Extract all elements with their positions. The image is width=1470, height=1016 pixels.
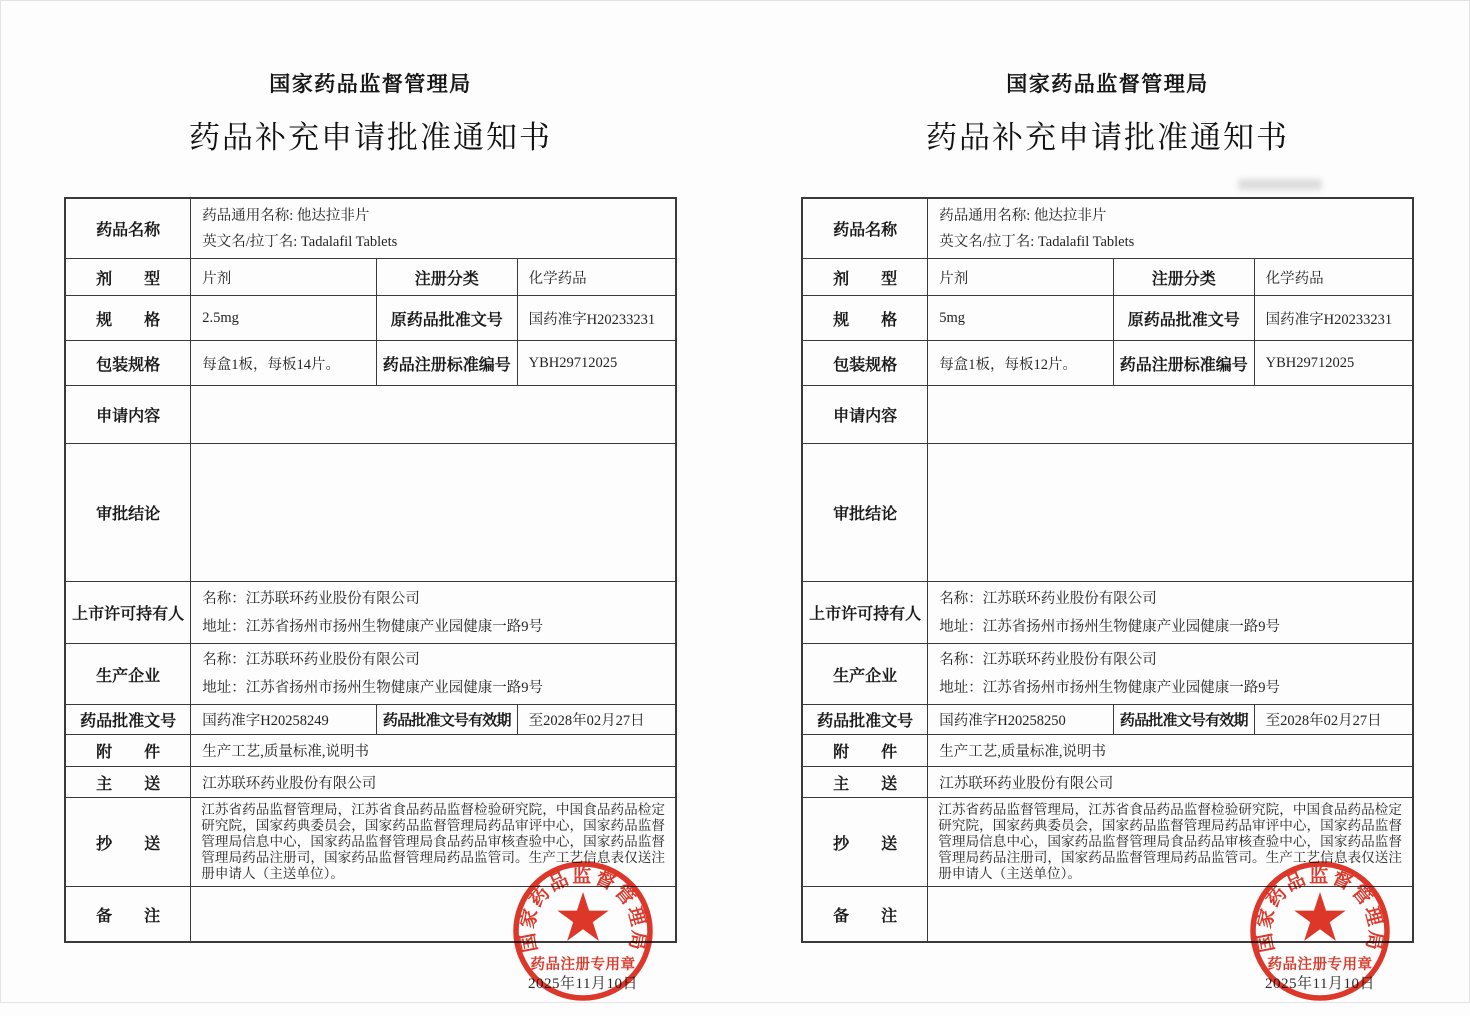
table-row-manufacturer xyxy=(66,643,675,704)
field-value: 化学药品 xyxy=(1254,259,1412,295)
field-value xyxy=(927,199,1412,258)
field-value: 化学药品 xyxy=(517,259,675,295)
field-value: 2.5mg xyxy=(190,296,376,340)
cc-recipients: 江苏省药品监督管理局，江苏省食品药品监督检验研究院，中国食品药品检定研究院，国家药典委员会，国家药品监督管理局药品审评中心，国家药品监督管理局信息中心，国家药品监督管理局食品药品审核查验中心，国家药品监督管理局药品注册司，国家药品监督管理局药品监管司。生产工艺信息表仅送注册申请人（主送单位）。 xyxy=(938,802,1402,881)
table-row-spec xyxy=(66,295,675,340)
field-value: 至2028年02月27日 xyxy=(1254,705,1412,734)
table-row-approval-no xyxy=(803,704,1412,734)
table-row-conclusion xyxy=(803,443,1412,581)
table-row-application xyxy=(803,385,1412,443)
field-value xyxy=(190,444,675,581)
field-label: 注册分类 xyxy=(1113,259,1254,295)
field-value: 片剂 xyxy=(927,259,1113,295)
field-value: YBH29712025 xyxy=(1254,341,1412,385)
field-label: 包装规格 xyxy=(833,356,898,374)
approval-table xyxy=(64,197,677,943)
field-value xyxy=(190,582,675,643)
stamp-arc-text: 国家药品监督管理局 xyxy=(517,865,649,954)
table-row-spec xyxy=(803,295,1412,340)
field-label: 审批结论 xyxy=(96,506,161,523)
approval-table xyxy=(801,197,1414,943)
english-name: 英文名/拉丁名: Tadalafil Tablets xyxy=(939,233,1135,250)
table-row-packaging xyxy=(66,340,675,385)
field-value xyxy=(927,644,1412,704)
table-row-attachments xyxy=(66,734,675,766)
field-value: 生产工艺,质量标准,说明书 xyxy=(190,735,675,766)
field-value xyxy=(927,386,1412,443)
stamp-star-icon xyxy=(1294,892,1345,941)
field-label: 上市许可持有人 xyxy=(72,606,185,623)
field-label: 备 注 xyxy=(833,907,898,925)
table-row-drug-name xyxy=(803,199,1412,258)
field-label: 规 格 xyxy=(96,311,161,329)
field-label: 药品批准文号 xyxy=(817,713,914,730)
field-label: 药品注册标准编号 xyxy=(1113,341,1254,385)
field-label: 注册分类 xyxy=(376,259,517,295)
field-label: 原药品批准文号 xyxy=(1113,296,1254,340)
manufacturer-address: 地址：江苏省扬州市扬州生物健康产业园健康一路9号 xyxy=(939,680,1280,696)
field-label: 药品批准文号 xyxy=(80,713,177,730)
field-label: 药品批准文号有效期 xyxy=(376,705,517,734)
agency-name: 国家药品监督管理局 xyxy=(1006,73,1209,96)
table-row-holder xyxy=(803,581,1412,643)
field-value: 国药准字H20258249 xyxy=(190,705,376,734)
field-label: 药品名称 xyxy=(833,222,898,239)
page-title: 药品补充申请批准通知书 xyxy=(189,120,552,155)
field-value: 每盒1板，每板12片。 xyxy=(927,341,1113,385)
field-label: 申请内容 xyxy=(96,408,161,425)
field-label: 主 送 xyxy=(833,775,898,793)
table-row-attachments xyxy=(803,734,1412,766)
field-label: 生产企业 xyxy=(96,667,161,685)
field-value: 江苏联环药业股份有限公司 xyxy=(190,767,675,797)
field-label: 药品批准文号有效期 xyxy=(1113,705,1254,734)
field-value xyxy=(927,582,1412,643)
field-value: 国药准字H20258250 xyxy=(927,705,1113,734)
stamp-arc-text: 国家药品监督管理局 xyxy=(1254,865,1386,954)
table-row-application xyxy=(66,385,675,443)
holder-name: 名称：江苏联环药业股份有限公司 xyxy=(202,590,420,607)
official-stamp xyxy=(498,846,668,1016)
ink-smudge-artifact xyxy=(1238,179,1322,190)
approval-notice-page-1 xyxy=(64,1,677,1004)
issue-date: 2025年11月10日 xyxy=(528,976,638,992)
approval-notice-page-2 xyxy=(801,1,1414,1004)
field-value: 国药准字H20233231 xyxy=(517,296,675,340)
field-label: 主 送 xyxy=(96,775,161,793)
field-label: 剂 型 xyxy=(833,270,898,288)
field-value xyxy=(190,386,675,443)
table-row-conclusion xyxy=(66,443,675,581)
english-name: 英文名/拉丁名: Tadalafil Tablets xyxy=(202,233,398,250)
holder-address: 地址：江苏省扬州市扬州生物健康产业园健康一路9号 xyxy=(939,618,1280,635)
field-label: 包装规格 xyxy=(96,356,161,374)
field-label: 附 件 xyxy=(833,744,898,761)
generic-name: 药品通用名称: 他达拉非片 xyxy=(202,207,370,224)
table-row-dosage-form xyxy=(803,258,1412,295)
table-row-packaging xyxy=(803,340,1412,385)
field-label: 原药品批准文号 xyxy=(376,296,517,340)
cc-recipients: 江苏省药品监督管理局，江苏省食品药品监督检验研究院，中国食品药品检定研究院，国家药典委员会，国家药品监督管理局药品审评中心，国家药品监督管理局信息中心，国家药品监督管理局食品药品审核查验中心，国家药品监督管理局药品注册司，国家药品监督管理局药品监管司。生产工艺信息表仅送注册申请人（主送单位）。 xyxy=(201,802,665,881)
field-value xyxy=(190,644,675,704)
field-value: 每盒1板，每板14片。 xyxy=(190,341,376,385)
field-value xyxy=(190,199,675,258)
field-value: 片剂 xyxy=(190,259,376,295)
field-value: YBH29712025 xyxy=(517,341,675,385)
page-title: 药品补充申请批准通知书 xyxy=(926,120,1289,155)
field-label: 剂 型 xyxy=(96,270,161,288)
field-label: 规 格 xyxy=(833,311,898,329)
table-row-manufacturer xyxy=(803,643,1412,704)
field-label: 上市许可持有人 xyxy=(809,606,922,623)
table-row-drug-name xyxy=(66,199,675,258)
official-stamp xyxy=(1235,846,1405,1016)
field-value: 生产工艺,质量标准,说明书 xyxy=(927,735,1412,766)
table-row-main-send xyxy=(803,766,1412,797)
field-label: 药品名称 xyxy=(96,222,161,239)
field-label: 药品注册标准编号 xyxy=(376,341,517,385)
field-label: 生产企业 xyxy=(833,667,898,685)
table-row-dosage-form xyxy=(66,258,675,295)
field-value: 江苏联环药业股份有限公司 xyxy=(927,767,1412,797)
field-value: 至2028年02月27日 xyxy=(517,705,675,734)
issue-date: 2025年11月10日 xyxy=(1265,976,1375,992)
manufacturer-address: 地址：江苏省扬州市扬州生物健康产业园健康一路9号 xyxy=(202,680,543,696)
field-value: 5mg xyxy=(927,296,1113,340)
field-label: 备 注 xyxy=(96,907,161,925)
table-row-holder xyxy=(66,581,675,643)
manufacturer-name: 名称：江苏联环药业股份有限公司 xyxy=(202,652,420,668)
field-label: 附 件 xyxy=(96,744,161,761)
table-row-approval-no xyxy=(66,704,675,734)
holder-name: 名称：江苏联环药业股份有限公司 xyxy=(939,590,1157,607)
field-value: 国药准字H20233231 xyxy=(1254,296,1412,340)
stamp-label: 药品注册专用章 xyxy=(1267,957,1373,973)
agency-name: 国家药品监督管理局 xyxy=(269,73,472,96)
field-label: 抄 送 xyxy=(96,835,161,853)
holder-address: 地址：江苏省扬州市扬州生物健康产业园健康一路9号 xyxy=(202,618,543,635)
field-label: 审批结论 xyxy=(833,506,898,523)
table-row-main-send xyxy=(66,766,675,797)
manufacturer-name: 名称：江苏联环药业股份有限公司 xyxy=(939,652,1157,668)
field-label: 申请内容 xyxy=(833,408,898,425)
stamp-label: 药品注册专用章 xyxy=(530,957,636,973)
generic-name: 药品通用名称: 他达拉非片 xyxy=(939,207,1107,224)
stamp-star-icon xyxy=(557,892,608,941)
field-value xyxy=(927,444,1412,581)
field-label: 抄 送 xyxy=(833,835,898,853)
